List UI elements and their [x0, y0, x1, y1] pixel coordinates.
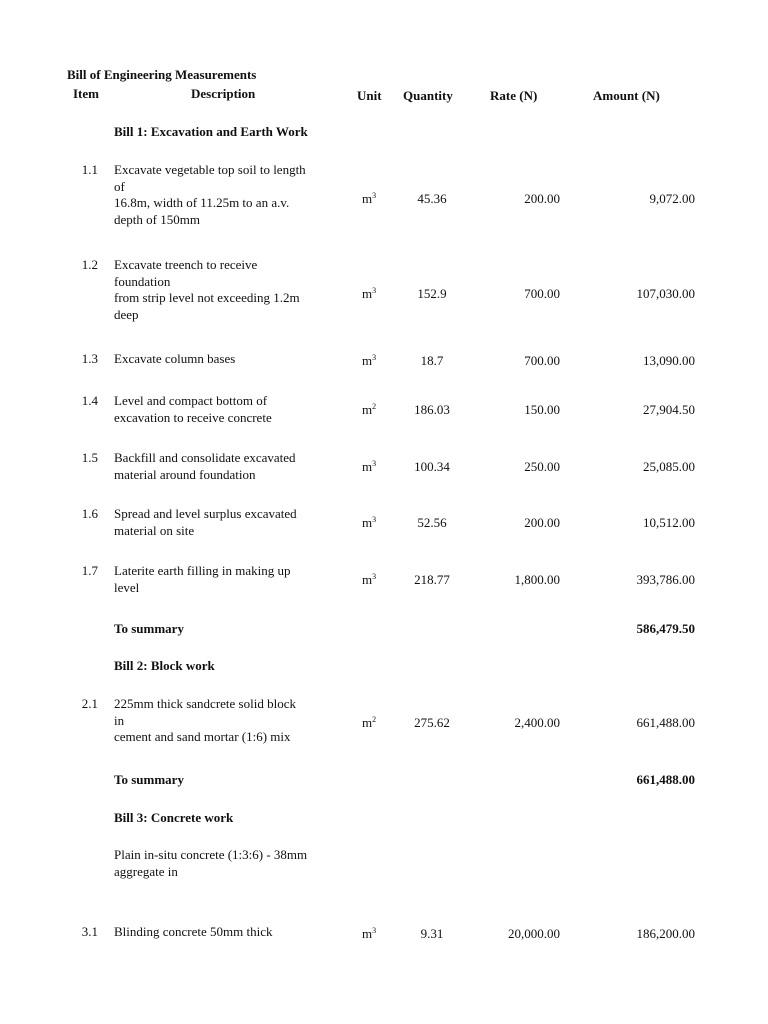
header-amount: Amount (N) [593, 88, 660, 103]
item-description: Excavate column bases [114, 351, 236, 366]
item-amount: 186,200.00 [636, 926, 695, 941]
item-quantity: 186.03 [414, 402, 450, 417]
item-description: Blinding concrete 50mm thick [114, 924, 273, 939]
item-number: 1.4 [81, 393, 98, 408]
summary-label: To summary [114, 772, 184, 787]
item-amount: 13,090.00 [643, 353, 695, 368]
header-item: Item [73, 86, 99, 101]
item-unit: $m^3$ [362, 459, 377, 474]
bill-1-heading: Bill 1: Excavation and Earth Work [114, 124, 308, 139]
header-unit: Unit [357, 88, 382, 103]
item-rate: 20,000.00 [508, 926, 560, 941]
item-rate: 200.00 [524, 515, 560, 530]
item-unit: $m^2$ [362, 402, 377, 417]
item-number: 1.2 [81, 257, 98, 272]
item-rate: 700.00 [524, 353, 560, 368]
item-rate: 1,800.00 [514, 572, 560, 587]
header-description: Description [191, 86, 256, 101]
item-unit: $m^3$ [362, 926, 377, 941]
item-quantity: 45.36 [417, 191, 447, 206]
item-amount: 9,072.00 [649, 191, 695, 206]
item-description: Excavate treench to receive foundation from strip level not exceeding 1.2m deep [114, 257, 300, 322]
item-unit: $m^3$ [362, 286, 377, 301]
item-amount: 27,904.50 [643, 402, 695, 417]
section-note: Plain in-situ concrete (1:3:6) - 38mm aggregate in [114, 847, 308, 879]
item-description: Level and compact bottom of excavation to receive concrete [114, 393, 272, 425]
item-quantity: 218.77 [414, 572, 450, 587]
item-description: Backfill and consolidate excavated material around foundation [114, 450, 296, 482]
item-amount: 25,085.00 [643, 459, 695, 474]
item-quantity: 100.34 [414, 459, 450, 474]
item-unit: $m^3$ [362, 572, 377, 587]
bill-2-heading: Bill 2: Block work [114, 658, 215, 673]
item-description: 225mm thick sandcrete solid block in cement and sand mortar (1:6) mix [114, 696, 296, 744]
header-quantity: Quantity [403, 88, 453, 103]
summary-label: To summary [114, 621, 184, 636]
item-rate: 200.00 [524, 191, 560, 206]
item-quantity: 9.31 [420, 926, 444, 941]
item-rate: 2,400.00 [514, 715, 560, 730]
item-rate: 150.00 [524, 402, 560, 417]
item-unit: $m^3$ [362, 515, 377, 530]
item-amount: 393,786.00 [636, 572, 695, 587]
item-description: Excavate vegetable top soil to length of 16.8m, width of 11.25m to an a.v. depth of 150mm [114, 162, 306, 227]
item-unit: $m^3$ [362, 353, 377, 368]
summary-amount: 586,479.50 [636, 621, 695, 636]
item-rate: 250.00 [524, 459, 560, 474]
summary-amount: 661,488.00 [636, 772, 695, 787]
header-rate: Rate (N) [490, 88, 538, 103]
item-amount: 661,488.00 [636, 715, 695, 730]
item-unit: $m^2$ [362, 715, 377, 730]
item-amount: 10,512.00 [643, 515, 695, 530]
item-number: 1.5 [81, 450, 98, 465]
item-amount: 107,030.00 [636, 286, 695, 301]
item-quantity: 275.62 [414, 715, 450, 730]
item-quantity: 152.9 [417, 286, 447, 301]
document-title: Bill of Engineering Measurements [67, 67, 257, 82]
item-description: Spread and level surplus excavated material on site [114, 506, 297, 538]
item-unit: $m^3$ [362, 191, 377, 206]
item-description: Laterite earth filling in making up level [114, 563, 291, 595]
item-number: 3.1 [81, 924, 98, 939]
item-number: 1.6 [81, 506, 98, 521]
item-quantity: 18.7 [420, 353, 444, 368]
item-number: 1.7 [81, 563, 98, 578]
item-number: 2.1 [81, 696, 98, 711]
bill-3-heading: Bill 3: Concrete work [114, 810, 234, 825]
item-number: 1.1 [81, 162, 98, 177]
item-quantity: 52.56 [417, 515, 447, 530]
item-rate: 700.00 [524, 286, 560, 301]
item-number: 1.3 [81, 351, 98, 366]
